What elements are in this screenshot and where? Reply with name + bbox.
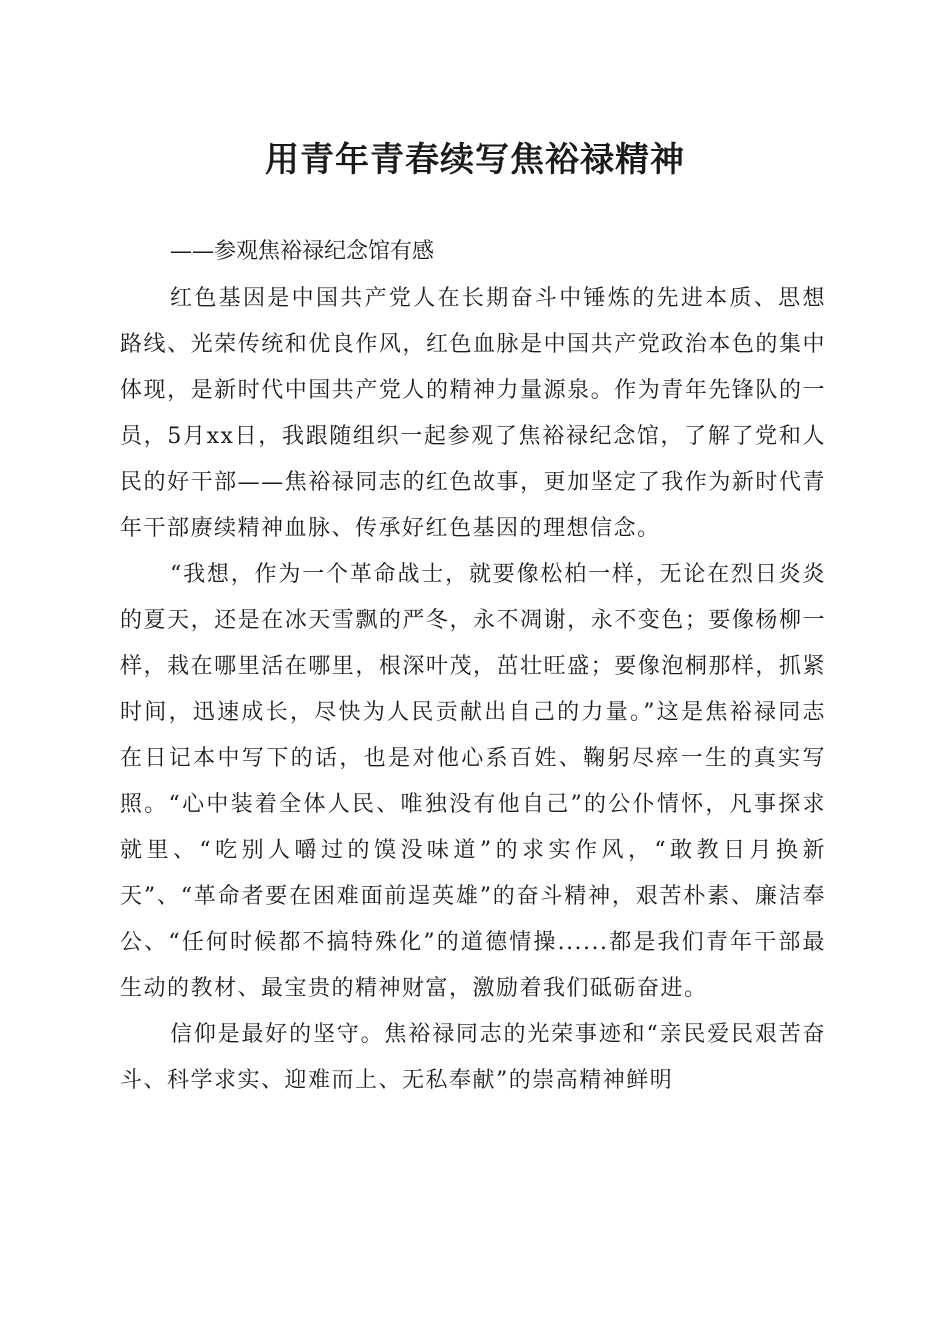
paragraph: 信仰是最好的坚守。焦裕禄同志的光荣事迹和“亲民爱民艰苦奋斗、科学求实、迎难而上、无私奉献”的崇高精神鲜明	[120, 1022, 826, 1093]
document-title: 用青年青春续写焦裕禄精神	[265, 140, 685, 180]
paragraph: 红色基因是中国共产党人在长期奋斗中锤炼的先进本质、思想路线、光荣传统和优良作风，红色血脉是中国共产党政治本色的集中体现，是新时代中国共产党人的精神力量源泉。作为青年先锋队的一员，5月xx日，我跟随组织一起参观了焦裕禄纪念馆，了解了党和人民的好干部——焦裕禄同志的红色故事，更加坚定了我作为新时代青年干部赓续精神血脉、传承好红色基因的理想信念。	[120, 286, 826, 541]
document-body	[120, 276, 826, 1104]
paragraph: “我想，作为一个革命战士，就要像松柏一样，无论在烈日炎炎的夏天，还是在冰天雪飘的严冬，永不凋谢，永不变色；要像杨柳一样，栽在哪里活在哪里，根深叶茂，茁壮旺盛；要像泡桐那样，抓紧时间，迅速成长，尽快为人民贡献出自己的力量。”这是焦裕禄同志在日记本中写下的话，也是对他心系百姓、鞠躬尽瘁一生的真实写照。“心中装着全体人民、唯独没有他自己”的公仆情怀，凡事探求就里、“吃别人嚼过的馍没味道”的求实作风，“敢教日月换新天”、“革命者要在困难面前逞英雄”的奋斗精神，艰苦朴素、廉洁奉公、“任何时候都不搞特殊化”的道德情操......都是我们青年干部最生动的教材、最宝贵的精神财富，激励着我们砥砺奋进。	[120, 562, 826, 1001]
document-subtitle: ——参观焦裕禄纪念馆有感	[170, 239, 435, 264]
